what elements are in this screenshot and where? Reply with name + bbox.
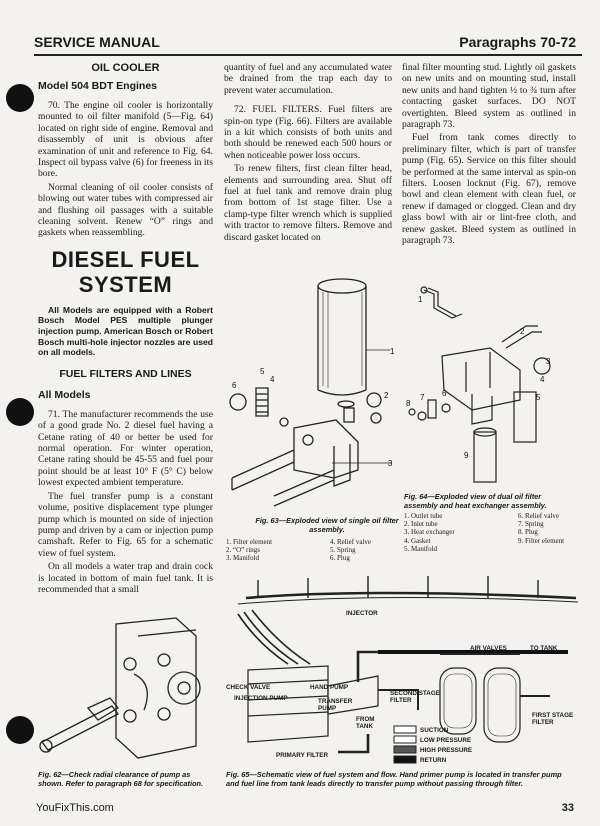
svg-text:7: 7 (420, 393, 425, 402)
all-models-heading: All Models (38, 388, 91, 401)
legend-item: 6. Plug (330, 554, 350, 563)
legend-item: 2. “O” rings (226, 546, 261, 555)
label-transfer-pump: TRANSFER PUMP (318, 698, 353, 712)
figure-63-legend-right (330, 538, 400, 563)
paragraph-71: 71. The manufacturer recommends the use of a good grade No. 2 diesel fuel having a Cetane rating of 40 or better be used for normal operation. For winter operation, Cetane rating should be 45-55 and fuel pour point should be at least 10° F (5° C) below lowest expected ambient temperature. (38, 408, 213, 489)
figure-63-legend-left (226, 538, 322, 563)
key-suction: SUCTION (420, 727, 449, 734)
svg-text:3: 3 (546, 357, 551, 366)
svg-text:6: 6 (232, 381, 237, 390)
section-title-line1: DIESEL FUEL (51, 246, 200, 272)
figure-65-drawing (218, 574, 580, 770)
header-rule (34, 54, 582, 56)
column-1 (38, 62, 213, 597)
legend-item: 4. Relief valve (330, 538, 372, 546)
paragraph-71b: The fuel transfer pump is a constant volume, positive displacement type plunger pump which is mounted on side of injection pump and driven by a cam or injection pump camshaft. Refer to Fig. 65 for a schematic view of fuel system. (38, 490, 213, 559)
fuel-filters-heading: FUEL FILTERS AND LINES (59, 367, 192, 380)
figure-63-caption: Fig. 63—Exploded view of single oil filter assembly. (255, 516, 399, 534)
paragraph-70b: Normal cleaning of oil cooler consists of blowing out water tubes with compressed air and flushing oil passages with a suitable cleaning solvent. Renew “O” rings and gaskets when reassembling. (38, 181, 213, 239)
label-check-valve: CHECK VALVE (226, 684, 271, 691)
legend-item: 5. Manifold (404, 544, 438, 553)
svg-text:4: 4 (270, 375, 275, 384)
label-primary-filter: PRIMARY FILTER (276, 752, 329, 759)
key-high-pressure: HIGH PRESSURE (420, 747, 473, 754)
svg-text:5: 5 (536, 393, 541, 402)
label-air-valves: AIR VALVES (470, 645, 507, 652)
header-manual-title: SERVICE MANUAL (34, 34, 160, 50)
key-low-pressure: LOW PRESSURE (420, 737, 472, 744)
label-to-tank: TO TANK (530, 645, 558, 652)
paragraph-72c: Fuel from tank comes directly to preliminary filter, which is part of transfer pump (Fig. 65). Service on this filter should be performed at the same interval as spin-on filters. Loosen locknut (Fig. 67), remove bowl and clean element with clean fuel, or renew if damaged or clogged. Clean and dry glass bowl with air or lint-free cloth, and renew gasket. Bleed system as outlined in paragraph 73. (402, 132, 576, 247)
label-injection-pump: INJECTION PUMP (234, 695, 288, 702)
figure-64-legend-left (404, 512, 490, 553)
legend-item: 8. Plug (518, 528, 538, 537)
figure-64-legend-right (518, 512, 580, 545)
paragraph-72-cont: final filter mounting stud. Lightly oil gaskets on new units and on mounting stud, install new units and hand tighten ½ to ¾ turn after contacting gasket surfaces. DO NOT overtighten. Bleed system as outlined in paragraph 73. (402, 62, 576, 131)
svg-text:3: 3 (388, 459, 393, 468)
label-injector: INJECTOR (346, 610, 378, 617)
svg-text:8: 8 (406, 399, 411, 408)
svg-text:6: 6 (442, 389, 447, 398)
legend-item: 3. Heat exchanger (404, 528, 455, 537)
paragraph-71c: On all models a water trap and drain cock is located in bottom of main fuel tank. It is recommended that a small (38, 561, 213, 595)
figure-64-caption: Fig. 64—Exploded view of dual oil filter assembly and heat exchanger assembly. (404, 492, 547, 510)
label-second-stage: SECOND STAGE FILTER (390, 690, 440, 704)
svg-text:2: 2 (520, 327, 525, 336)
footer-site: YouFixThis.com (36, 802, 114, 814)
legend-item: 7. Spring (518, 520, 544, 529)
legend-item: 5. Spring (330, 546, 356, 555)
label-first-stage: FIRST STAGE FILTER (532, 712, 574, 726)
paragraph-71-cont: quantity of fuel and any accumulated water be drained from the trap each day to prevent water accumulation. (224, 62, 392, 96)
label-from-tank: FROM TANK (356, 716, 375, 730)
column-2 (224, 62, 392, 245)
paragraph-72b: To renew filters, first clean filter head, elements and surrounding area. Shut off fuel at fuel tank and remove drain plug from bottom of 1st stage filter. Use a clamp-type filter wrench which is supplied with tractor to remove filters. Remove and discard gasket located on (224, 163, 392, 243)
svg-text:1: 1 (390, 347, 395, 356)
page-number: 33 (561, 802, 574, 814)
section-title-line2: SYSTEM (78, 271, 173, 297)
oil-cooler-heading: OIL COOLER (91, 62, 160, 74)
svg-text:9: 9 (464, 451, 469, 460)
legend-item: 6. Relief valve (518, 512, 560, 520)
figure-64-drawing (402, 282, 580, 492)
paragraph-72: 72. FUEL FILTERS. Fuel filters are spin-on type (Fig. 66). Filters are available in a kit which consists of both units and both should be renewed each 500 hours or when noticeable power loss occurs. (224, 104, 392, 161)
svg-text:1: 1 (418, 295, 423, 304)
svg-text:4: 4 (540, 375, 545, 384)
paragraph-70: 70. The engine oil cooler is horizontally mounted to oil filter manifold (5—Fig. 64) located on right side of engine. Removal and disassembly of unit is obvious after examination of unit and reference to Fig. 64. Inspect oil bypass valve (6) for freeness in its bore. (38, 100, 213, 180)
figure-62-caption: Fig. 62—Check radial clearance of pump as shown. Refer to paragraph 68 for specification. (38, 770, 204, 788)
model-heading: Model 504 BDT Engines (38, 80, 158, 92)
figure-65-caption: Fig. 65—Schematic view of fuel system and flow. Hand primer pump is located in transfer pump and fuel line from tank leads directly to transfer pump without passing through filter. (226, 770, 562, 788)
legend-item: 4. Gasket (404, 536, 431, 545)
figure-62-drawing (34, 606, 214, 770)
svg-text:2: 2 (384, 391, 389, 400)
legend-item: 3. Manifold (226, 554, 260, 563)
legend-item: 9. Filter element (518, 536, 565, 545)
punch-hole (6, 84, 34, 112)
section-intro: All Models are equipped with a Robert Bosch Model PES multiple plunger injection pump. American Bosch or Robert Bosch multi-hole injector nozzles are used on all models. (38, 304, 213, 358)
legend-item: 2. Inlet tube (404, 520, 438, 529)
key-return: RETURN (420, 757, 447, 764)
punch-hole (6, 716, 34, 744)
column-3 (402, 62, 576, 249)
svg-text:5: 5 (260, 367, 265, 376)
label-hand-pump: HAND PUMP (310, 684, 349, 691)
legend-item: 1. Outlet tube (404, 512, 443, 520)
figure-63-drawing (222, 268, 398, 508)
header-paragraphs: Paragraphs 70-72 (459, 34, 576, 50)
punch-hole (6, 398, 34, 426)
legend-item: 1. Filter element (226, 538, 273, 546)
